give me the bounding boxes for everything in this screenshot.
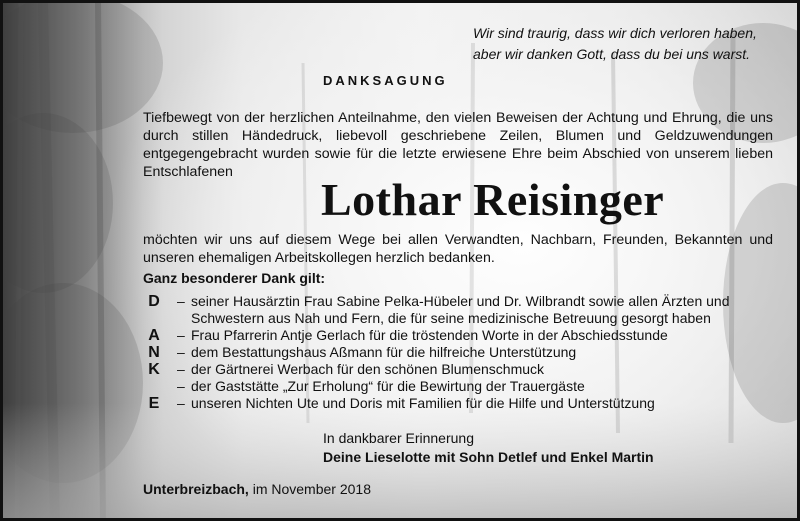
danke-dash: –: [177, 293, 185, 309]
place-date: [143, 481, 371, 497]
danke-text: dem Bestattungshaus Aßmann für die hilfreiche Unterstützung: [191, 344, 577, 360]
danke-text: Frau Pfarrerin Antje Gerlach für die tröstenden Worte in der Abschiedsstunde: [191, 327, 668, 343]
quote-line-2: aber wir danken Gott, dass du bei uns warst.: [473, 46, 751, 62]
date: im November 2018: [252, 481, 371, 497]
danke-dash: –: [177, 378, 185, 394]
closing-line: In dankbarer Erinnerung: [323, 430, 474, 446]
danke-dash: –: [177, 344, 185, 360]
notice-heading: DANKSAGUNG: [323, 73, 448, 88]
danke-row: [143, 310, 783, 327]
danke-row: [143, 344, 783, 361]
danke-letter: D: [148, 293, 160, 310]
danke-dash: –: [177, 361, 185, 377]
closing-block: [323, 429, 654, 467]
danke-text: der Gaststätte „Zur Erholung“ für die Bewirtung der Trauergäste: [191, 378, 585, 394]
danke-row: [143, 327, 783, 344]
thanks-paragraph: möchten wir uns auf diesem Wege bei allen Verwandten, Nachbarn, Freunden, Bekannten und unseren ehemaligen Arbeitskollegen herzlich bedanken.: [143, 232, 773, 266]
danke-row: [143, 395, 783, 412]
danke-text: seiner Hausärztin Frau Sabine Pelka-Hübeler und Dr. Wilbrandt sowie allen Ärzten und: [191, 293, 730, 309]
special-thanks-heading: Ganz besonderer Dank gilt:: [143, 270, 326, 286]
danke-list: [143, 293, 783, 412]
danke-dash: –: [177, 327, 185, 343]
intro-paragraph: Tiefbewegt von der herzlichen Anteilnahme, den vielen Beweisen der Achtung und Ehrung, die uns durch stillen Händedruck, liebevoll geschriebene Zeilen, Blumen und Geldzuwendungen entgegengebracht wurden sowie für die letzte erwiesene Ehre beim Abschied von unserem lieben Entschlafenen: [143, 110, 773, 180]
place: Unterbreizbach,: [143, 481, 249, 497]
danke-row: [143, 378, 783, 395]
danke-row: [143, 293, 783, 310]
danke-letter: A: [148, 327, 160, 344]
danke-dash: –: [177, 395, 185, 411]
deceased-name: Lothar Reisinger: [321, 174, 665, 225]
danke-text: der Gärtnerei Werbach für den schönen Blumenschmuck: [191, 361, 545, 377]
danke-text: unseren Nichten Ute und Doris mit Familien für die Hilfe und Unterstützung: [191, 395, 655, 411]
quote-line-1: Wir sind traurig, dass wir dich verloren haben,: [473, 25, 757, 41]
notice-content: [3, 3, 800, 521]
signature: Deine Lieselotte mit Sohn Detlef und Enkel Martin: [323, 449, 654, 465]
danke-letter: N: [148, 344, 160, 361]
memorial-quote: [473, 23, 773, 65]
danke-letter: K: [148, 361, 160, 378]
danke-row: [143, 361, 783, 378]
danke-text: Schwestern aus Nah und Fern, die für seine medizinische Betreuung gesorgt haben: [191, 310, 711, 326]
danke-letter: E: [148, 395, 160, 412]
